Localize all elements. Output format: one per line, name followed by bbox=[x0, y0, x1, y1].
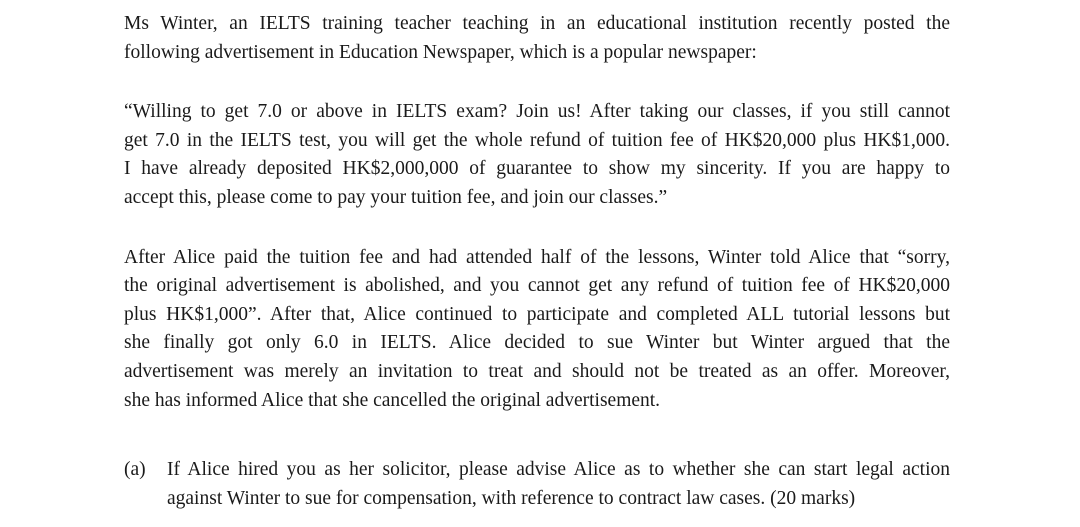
facts-line: the original advertisement is abolished, and you cannot get any refund of tuition fee of HK$20,000 bbox=[124, 275, 950, 297]
intro-line: following advertisement in Education Newspaper, which is a popular newspaper: bbox=[124, 41, 757, 63]
intro-line: Ms Winter, an IELTS training teacher teaching in an educational institution recently posted the bbox=[124, 13, 950, 34]
document-page bbox=[124, 10, 950, 513]
advertisement-line: I have already deposited HK$2,000,000 of guarantee to show my sincerity. If you are happy to bbox=[124, 158, 950, 180]
facts-line: she has informed Alice that she cancelled the original advertisement. bbox=[124, 389, 661, 411]
intro-paragraph bbox=[124, 10, 950, 67]
facts-paragraph bbox=[124, 244, 950, 416]
advertisement-line: accept this, please come to pay your tuition fee, and join our classes.” bbox=[124, 186, 668, 208]
question-line: against Winter to sue for compensation, with reference to contract law cases. (20 marks) bbox=[167, 488, 856, 510]
question-label: (a) bbox=[124, 459, 146, 481]
question-line: If Alice hired you as her solicitor, please advise Alice as to whether she can start legal action bbox=[167, 459, 950, 481]
facts-line: advertisement was merely an invitation to treat and should not be treated as an offer. Moreover, bbox=[124, 360, 950, 382]
question-a bbox=[124, 455, 950, 513]
facts-line: plus HK$1,000”. After that, Alice continued to participate and completed ALL tutorial lessons but bbox=[124, 303, 950, 325]
advertisement-line: “Willing to get 7.0 or above in IELTS exam? Join us! After taking our classes, if you still cannot bbox=[124, 101, 950, 123]
advertisement-line: get 7.0 in the IELTS test, you will get the whole refund of tuition fee of HK$20,000 plus HK$1,000. bbox=[124, 129, 950, 151]
facts-line: After Alice paid the tuition fee and had attended half of the lessons, Winter told Alice that “sorry, bbox=[124, 246, 950, 268]
facts-line: she finally got only 6.0 in IELTS. Alice decided to sue Winter but Winter argued that the bbox=[124, 332, 950, 354]
advertisement-quote bbox=[124, 98, 950, 212]
